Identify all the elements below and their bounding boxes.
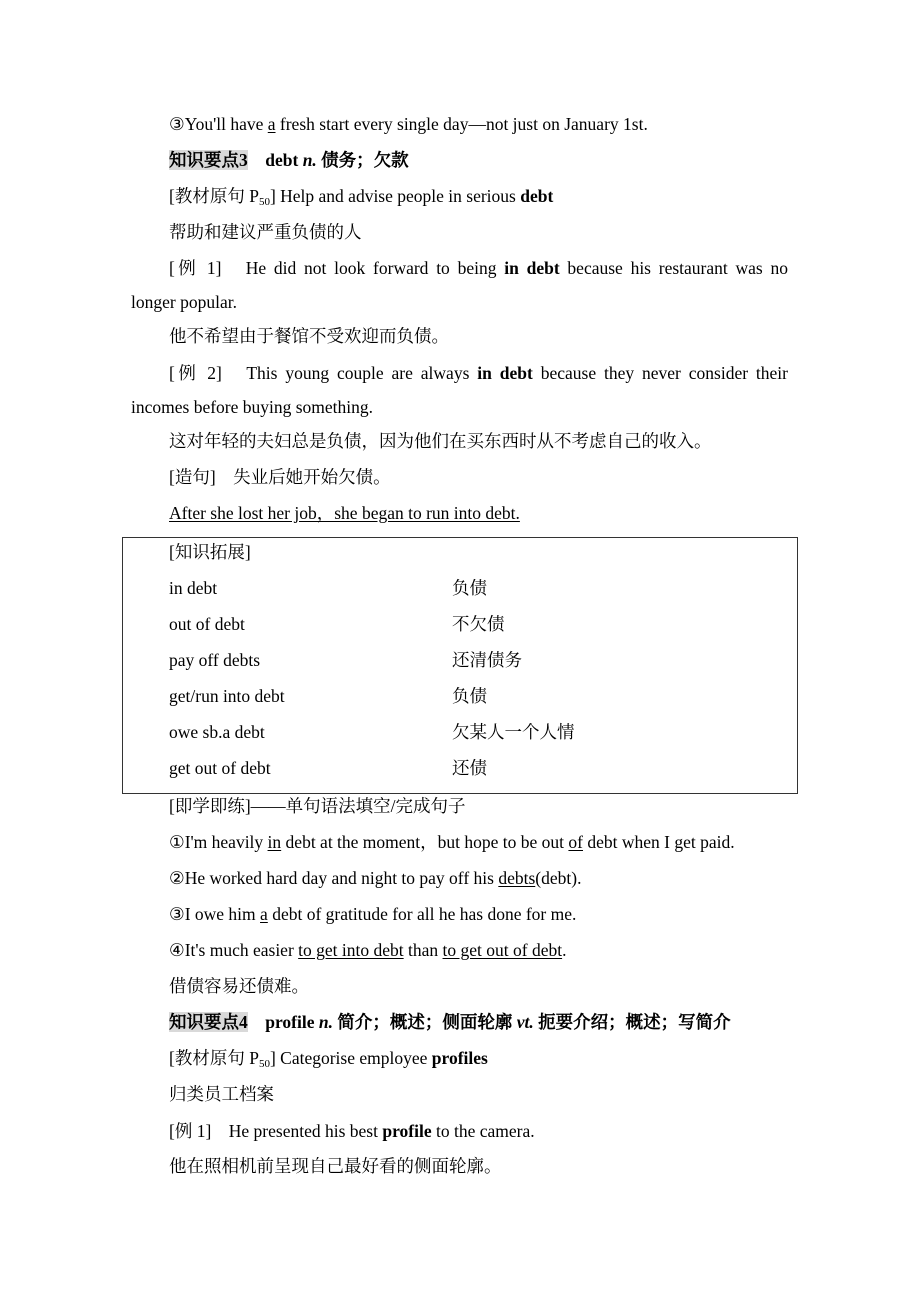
answer-underlined: in — [267, 832, 282, 852]
text-segment: n. — [302, 150, 317, 170]
phrase-zh: 不欠债 — [452, 614, 505, 634]
text-segment: 他在照相机前呈现自己最好看的侧面轮廓。 — [169, 1156, 502, 1176]
text-segment: 50 — [258, 196, 270, 208]
text-segment — [248, 150, 266, 170]
text-segment: fresh start every single day—not just on January 1st. — [275, 114, 648, 134]
text-line — [169, 1120, 535, 1142]
text-segment: than — [403, 940, 443, 960]
answer-underlined: a — [267, 114, 276, 134]
text-segment: n. — [318, 1012, 333, 1032]
phrase-zh: 欠某人一个人情 — [452, 722, 575, 742]
answer-underlined: to get out of debt — [442, 940, 563, 960]
text-segment: because they never consider their — [532, 363, 789, 383]
text-segment: 扼要介绍；概述；写简介 — [533, 1012, 731, 1032]
phrase-zh: 负债 — [452, 686, 487, 706]
text-segment: profiles — [431, 1048, 488, 1068]
text-line — [169, 975, 309, 997]
text-segment: [例 2] This young couple are always — [169, 363, 478, 383]
text-segment: because his restaurant was no — [559, 258, 788, 278]
text-line — [169, 831, 735, 853]
text-line — [169, 867, 581, 889]
text-line — [131, 291, 237, 313]
phrase-en: out of debt — [169, 614, 245, 634]
answer-underlined: to get into debt — [298, 940, 404, 960]
text-line — [169, 430, 712, 452]
text-segment — [248, 1012, 266, 1032]
text-segment: ②He worked hard day and night to pay off his — [169, 868, 499, 888]
phrase-en: get/run into debt — [169, 686, 285, 706]
text-segment: (debt). — [535, 868, 582, 888]
text-line — [169, 257, 788, 279]
text-segment: debt of gratitude for all he has done for me. — [267, 904, 577, 924]
phrase-zh: 还清债务 — [452, 650, 522, 670]
text-segment: to the camera. — [431, 1121, 535, 1141]
text-segment: debt when I get paid. — [583, 832, 735, 852]
text-line — [169, 795, 466, 817]
text-segment: ] Help and advise people in serious — [269, 186, 521, 206]
text-segment: 借债容易还债难。 — [169, 976, 309, 996]
text-line — [169, 221, 362, 243]
phrase-en: get out of debt — [169, 758, 271, 778]
phrase-en: in debt — [169, 578, 218, 598]
text-line — [169, 149, 409, 171]
text-segment: 简介；概述；侧面轮廓 — [333, 1012, 517, 1032]
text-segment: debt — [520, 186, 554, 206]
text-line — [169, 1011, 731, 1033]
text-segment: [即学即练]——单句语法填空/完成句子 — [169, 796, 466, 816]
text-segment: debt — [265, 150, 303, 170]
text-segment: 归类员工档案 — [169, 1084, 274, 1104]
answer-underlined: debts — [498, 868, 536, 888]
text-segment: debt at the moment，but hope to be out — [281, 832, 569, 852]
text-segment: longer popular. — [131, 292, 237, 312]
answer-underlined: a — [260, 904, 268, 924]
text-line — [169, 502, 520, 524]
text-line — [169, 903, 576, 925]
text-segment: 这对年轻的夫妇总是负债，因为他们在买东西时从不考虑自己的收入。 — [169, 431, 712, 451]
text-segment: [例 1] He presented his best — [169, 1121, 383, 1141]
section-heading-label: 知识要点3 — [169, 150, 248, 170]
knowledge-expansion-box — [122, 537, 798, 794]
text-segment: 债务；欠款 — [316, 150, 409, 170]
text-line — [169, 939, 566, 961]
text-segment: incomes before buying something. — [131, 397, 374, 417]
phrase-en: pay off debts — [169, 650, 261, 670]
text-segment: profile — [265, 1012, 319, 1032]
text-line — [169, 1155, 502, 1177]
text-line — [169, 325, 449, 347]
text-segment: ③You'll have — [169, 114, 268, 134]
phrase-zh: 还债 — [452, 758, 487, 778]
text-line — [169, 1083, 274, 1105]
phrase-zh: 负债 — [452, 578, 487, 598]
text-segment: 帮助和建议严重负债的人 — [169, 222, 362, 242]
text-line — [169, 466, 391, 488]
text-segment: ③I owe him — [169, 904, 261, 924]
text-segment: ①I'm heavily — [169, 832, 268, 852]
text-segment: [造句] 失业后她开始欠债。 — [169, 467, 391, 487]
text-segment: in debt — [504, 258, 560, 278]
section-heading-label: 知识要点4 — [169, 1012, 248, 1032]
text-line — [131, 396, 373, 418]
text-segment: in debt — [477, 363, 533, 383]
text-line — [169, 362, 788, 384]
answer-underlined: of — [568, 832, 583, 852]
text-segment: [教材原句 P — [169, 1048, 259, 1068]
text-segment: [教材原句 P — [169, 186, 259, 206]
text-line — [169, 1047, 488, 1075]
text-line — [169, 113, 648, 135]
text-segment: 他不希望由于餐馆不受欢迎而负债。 — [169, 326, 449, 346]
answer-underlined: After she lost her job，she began to run into debt. — [169, 503, 520, 523]
text-segment: [例 1] He did not look forward to being — [169, 258, 505, 278]
text-segment: profile — [382, 1121, 432, 1141]
box-title: [知识拓展] — [169, 542, 251, 562]
text-segment: vt. — [516, 1012, 534, 1032]
phrase-en: owe sb.a debt — [169, 722, 265, 742]
text-segment: ④It's much easier — [169, 940, 299, 960]
text-line — [169, 185, 553, 213]
text-segment: 50 — [258, 1058, 270, 1070]
text-segment: ] Categorise employee — [269, 1048, 432, 1068]
text-segment: . — [562, 940, 567, 960]
